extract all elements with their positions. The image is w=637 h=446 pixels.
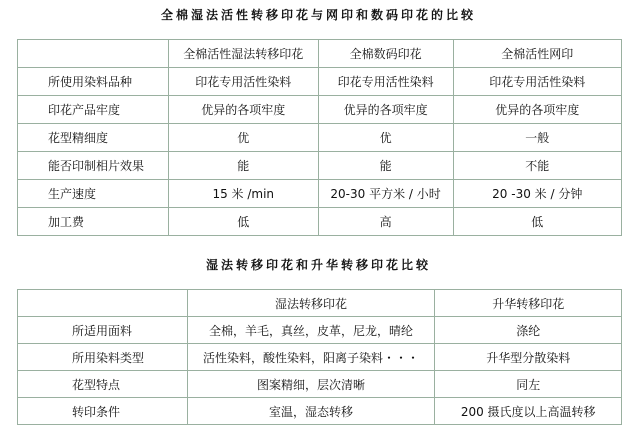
table-row [18,371,622,398]
table-cell: 高 [318,208,453,236]
table-row [18,124,622,152]
table-cell: 印花专用活性染料 [318,68,453,96]
header-cell-digital: 全棉数码印花 [318,40,453,68]
table-cell: 全棉，羊毛，真丝，皮革，尼龙，晴纶 [187,317,435,344]
table-cell: 印花专用活性染料 [168,68,318,96]
table-cell: 优 [168,124,318,152]
table-cell: 一般 [453,124,622,152]
table-row [18,96,622,124]
table-cell: 20-30 平方米 / 小时 [318,180,453,208]
table-row [18,68,622,96]
row-label: 所用染料类型 [18,344,188,371]
table-cell: 图案精细，层次清晰 [187,371,435,398]
table-row [18,180,622,208]
table-cell: 涤纶 [435,317,622,344]
table-header-row [18,40,622,68]
table-header-row [18,290,622,317]
header-cell-wet-transfer: 湿法转移印花 [187,290,435,317]
table-cell: 低 [168,208,318,236]
table-row [18,398,622,425]
table-cell: 印花专用活性染料 [453,68,622,96]
table-cell: 升华型分散染料 [435,344,622,371]
header-cell-blank [18,290,188,317]
table-cell: 优异的各项牢度 [318,96,453,124]
table-cell: 优 [318,124,453,152]
table-cell: 能 [318,152,453,180]
table-row [18,344,622,371]
comparison-table-2 [17,289,622,425]
comparison-table-1 [17,39,622,236]
row-label: 所适用面料 [18,317,188,344]
row-label: 转印条件 [18,398,188,425]
table-cell: 优异的各项牢度 [453,96,622,124]
table-cell: 20 -30 米 / 分钟 [453,180,622,208]
table-row [18,152,622,180]
table-row [18,208,622,236]
table-cell: 同左 [435,371,622,398]
row-label: 花型特点 [18,371,188,398]
row-label: 生产速度 [18,180,169,208]
row-label: 花型精细度 [18,124,169,152]
row-label: 印花产品牢度 [18,96,169,124]
table-cell: 能 [168,152,318,180]
table-row [18,317,622,344]
table-cell: 200 摄氏度以上高温转移 [435,398,622,425]
header-cell-wet-transfer: 全棉活性湿法转移印花 [168,40,318,68]
table1-title: 全棉湿法活性转移印花与网印和数码印花的比较 [160,8,476,22]
row-label: 能否印制相片效果 [18,152,169,180]
row-label: 加工费 [18,208,169,236]
header-cell-blank [18,40,169,68]
table-cell: 室温，湿态转移 [187,398,435,425]
table-cell: 低 [453,208,622,236]
header-cell-screen: 全棉活性网印 [453,40,622,68]
header-cell-sublimation: 升华转移印花 [435,290,622,317]
row-label: 所使用染料品种 [18,68,169,96]
table-cell: 15 米 /min [168,180,318,208]
table-cell: 活性染料，酸性染料，阳离子染料・・・ [187,344,435,371]
table2-title: 湿法转移印花和升华转移印花比较 [205,258,431,272]
table-cell: 不能 [453,152,622,180]
table-cell: 优异的各项牢度 [168,96,318,124]
